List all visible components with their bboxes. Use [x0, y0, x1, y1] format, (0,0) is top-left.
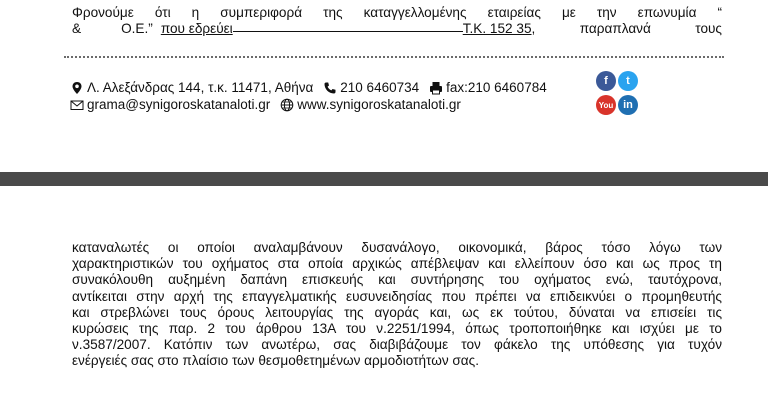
- page-separator: [0, 172, 768, 186]
- website[interactable]: www.synigoroskatanaloti.gr: [297, 97, 461, 112]
- body-line: ενέργειές σας στο πλαίσιο των θεσμοθετημένων αρμοδιοτήτων σας.: [72, 353, 479, 369]
- body-line: καταναλωτές οι οποίοι αναλαμβάνουν δυσανάλογο, οικονομικά, βάρος τόσο λόγω των: [72, 240, 722, 255]
- company-suffix: Ο.Ε.”: [121, 21, 153, 36]
- located-at: που εδρεύει: [160, 21, 233, 36]
- facebook-icon[interactable]: f: [596, 71, 616, 91]
- twitter-icon[interactable]: t: [618, 71, 638, 91]
- line2-end: , παραπλανά τους: [531, 21, 722, 36]
- youtube-icon[interactable]: You: [596, 95, 616, 115]
- body-line: ν.3587/2007. Κατόπιν των ανωτέρω, σας διαβιβάζουμε τον φάκελο της υπόθεσης για τυχόν: [72, 337, 722, 353]
- phone-icon: [323, 81, 337, 95]
- fax-icon: [429, 81, 443, 95]
- page-top-section: [0, 0, 768, 172]
- phone: 210 6460734: [340, 80, 420, 95]
- body-line: χαρακτηριστικών του οχήματος στα οποία αρχικώς απέβλεψαν και ελλείπουν όσο και ως προς τη: [72, 256, 722, 272]
- contact-line-2: [70, 97, 461, 112]
- body-line: αντίκειται στην αρχή της επαγγελματικής ευσυνειδησίας που πρέπει να επιδεικνύει ο προμηθευτής: [72, 288, 722, 304]
- redacted-address: [233, 21, 463, 32]
- contact-line-1: [70, 80, 547, 95]
- top-text-line-1: Φρονούμε ότι η συμπεριφορά της καταγγελλομένης εταιρείας με την επωνυμία “: [72, 5, 722, 20]
- body-line: κυρώσεις της παρ. 2 του άρθρου 13Α του ν.2251/1994, όπως τροποποιήθηκε και ισχύει με το: [72, 321, 722, 337]
- body-line: και στρεβλώνει τους όρους λειτουργίας της αγοράς και, ως εκ τούτου, δύναται να επισείει τις: [72, 304, 722, 320]
- fax: fax:210 6460784: [446, 80, 547, 95]
- top-text-line-2: [72, 21, 722, 37]
- address: Λ. Αλεξάνδρας 144, τ.κ. 11471, Αθήνα: [87, 80, 314, 95]
- ampersand: &: [72, 21, 82, 36]
- postal-code: Τ.Κ. 152 35: [462, 21, 532, 36]
- body-line: συνακόλουθη αυξημένη δαπάνη επισκευής και συντήρησης του οχήματος ενώ, ταυτόχρονα,: [72, 272, 722, 288]
- footer-divider: [64, 56, 724, 58]
- globe-icon: [280, 98, 294, 112]
- linkedin-icon[interactable]: in: [618, 95, 638, 115]
- envelope-icon: [70, 98, 84, 112]
- email[interactable]: grama@synigoroskatanaloti.gr: [87, 97, 271, 112]
- body-paragraph: [72, 240, 722, 370]
- location-pin-icon: [70, 81, 84, 95]
